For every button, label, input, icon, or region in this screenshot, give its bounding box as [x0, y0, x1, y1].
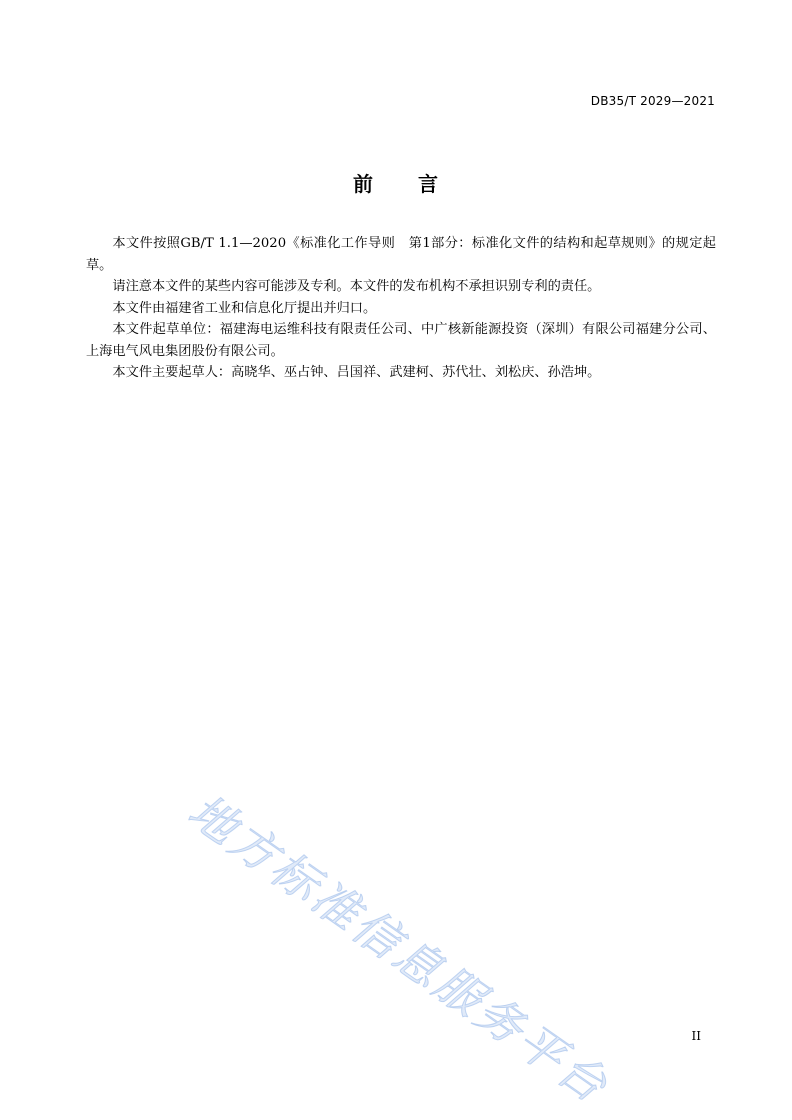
foreword-body: [86, 233, 716, 384]
paragraph-drafting-units: 本文件起草单位：福建海电运维科技有限责任公司、中广核新能源投资（深圳）有限公司福建分公司、上海电气风电集团股份有限公司。: [86, 322, 716, 359]
paragraph-proposer: 本文件由福建省工业和信息化厅提出并归口。: [112, 300, 377, 316]
paragraph-drafters: 本文件主要起草人：高晓华、巫占钟、吕国祥、武建柯、苏代壮、刘松庆、孙浩坤。: [112, 365, 601, 380]
title-char-2: 言: [418, 172, 439, 196]
document-code: DB35/T 2029—2021: [590, 94, 715, 108]
watermark: 地方标准信息服务平台: [178, 783, 620, 1115]
page-title: [0, 168, 792, 197]
page-number: II: [691, 1029, 701, 1043]
title-char-1: 前: [353, 172, 374, 196]
paragraph-patent-notice: 请注意本文件的某些内容可能涉及专利。本文件的发布机构不承担识别专利的责任。: [112, 279, 601, 294]
paragraph-drafting-basis: 本文件按照GB/T 1.1—2020《标准化工作导则 第1部分：标准化文件的结构和起草规则》的规定起草。: [86, 236, 716, 273]
